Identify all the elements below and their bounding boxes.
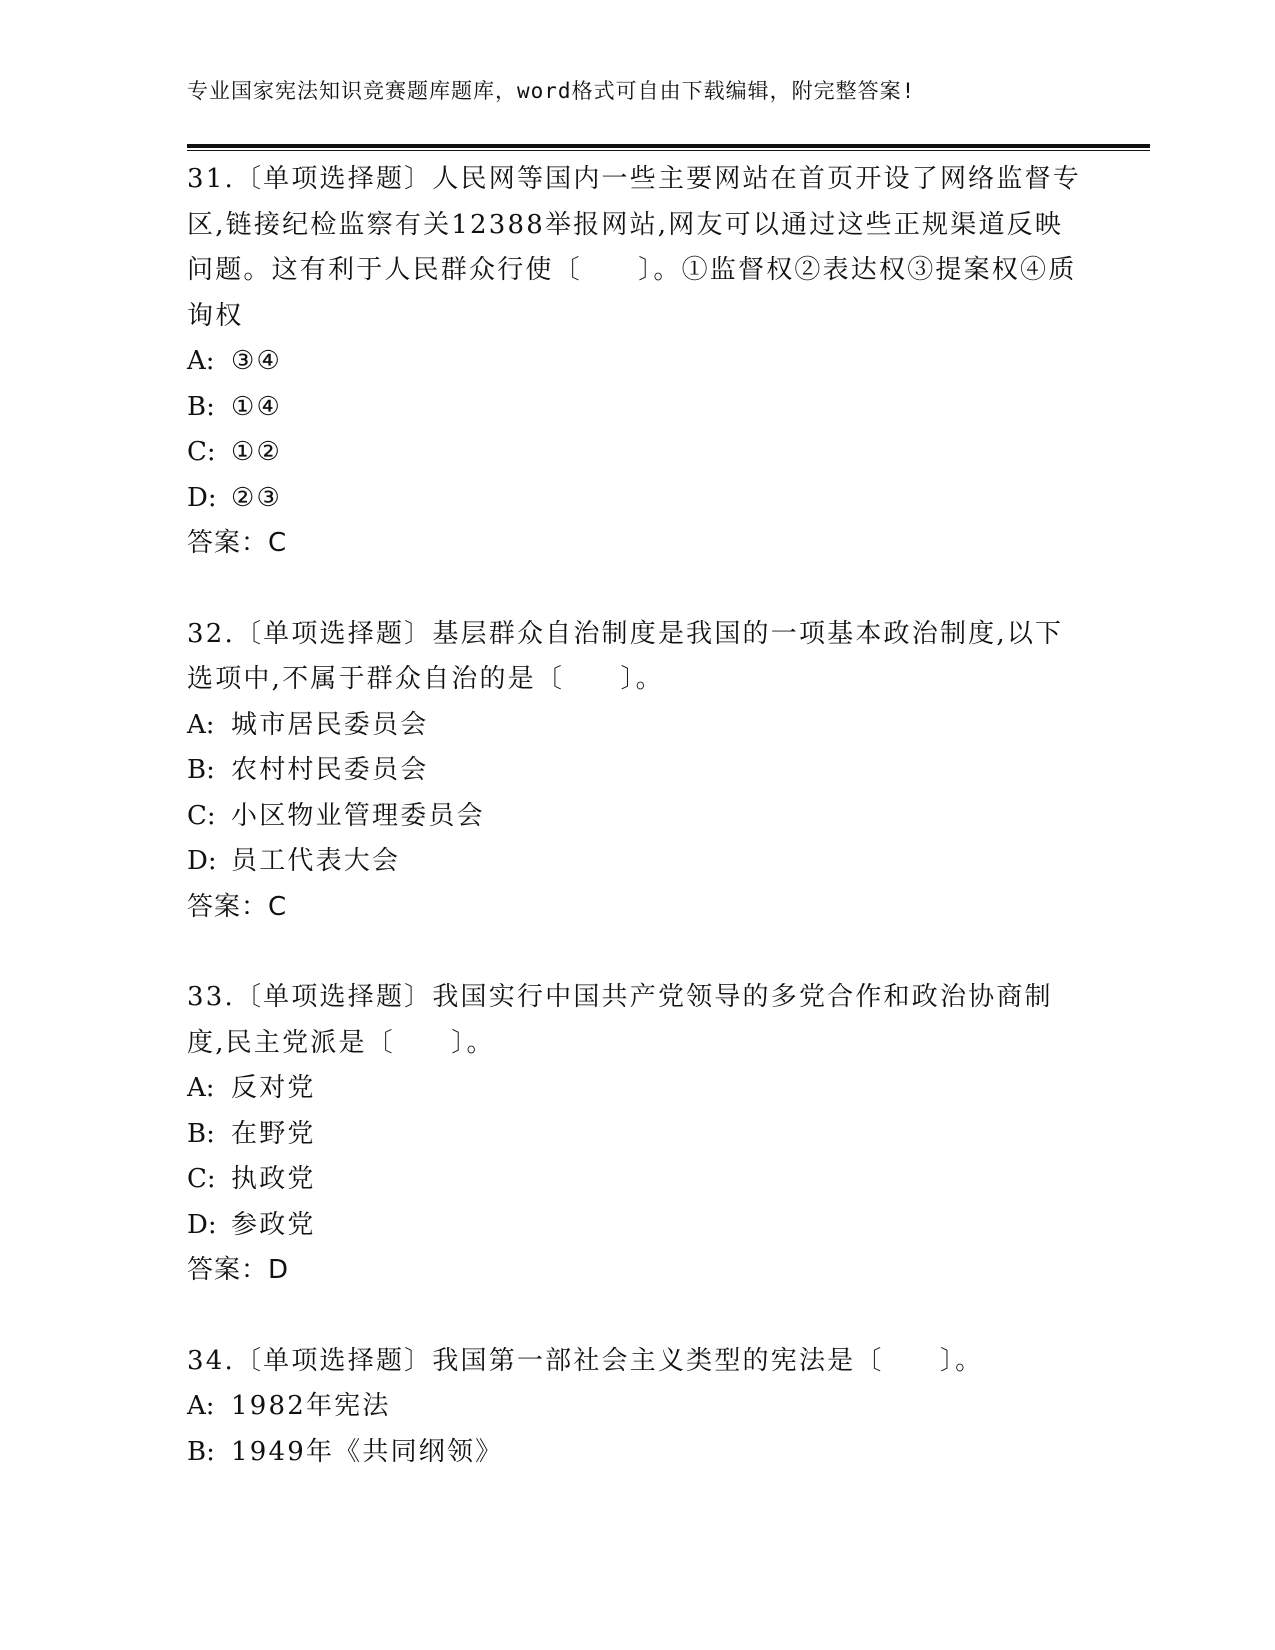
option-text: 城市居民委员会 xyxy=(231,709,429,740)
option-d xyxy=(187,1203,1087,1249)
option-text: ①④ xyxy=(231,391,283,422)
question-stem: 32.〔单项选择题〕基层群众自治制度是我国的一项基本政治制度,以下选项中,不属于群众自治的是〔 〕。 xyxy=(187,618,1064,694)
option-letter: B: xyxy=(187,1118,215,1149)
answer-line: 答案：C xyxy=(187,891,288,922)
option-b xyxy=(187,385,1087,431)
question-32 xyxy=(187,612,1087,931)
option-c xyxy=(187,1157,1087,1203)
answer-line: 答案：C xyxy=(187,528,288,558)
option-letter: A: xyxy=(187,709,215,740)
header-rule-thick xyxy=(187,144,1150,148)
option-text: ②③ xyxy=(231,482,283,513)
option-letter: D: xyxy=(187,1209,217,1240)
option-text: 1949年《共同纲领》 xyxy=(231,1436,504,1467)
option-letter: B: xyxy=(187,755,215,785)
question-stem: 33.〔单项选择题〕我国实行中国共产党领导的多党合作和政治协商制度,民主党派是〔 〕。 xyxy=(187,982,1053,1058)
option-a xyxy=(187,703,1087,749)
option-text: 农村村民委员会 xyxy=(231,755,429,785)
option-b xyxy=(187,1430,1087,1476)
option-text: 在野党 xyxy=(231,1118,316,1149)
option-text: ①② xyxy=(231,437,283,467)
option-text: ③④ xyxy=(231,346,283,376)
option-a xyxy=(187,1384,1087,1430)
option-text: 1982年宪法 xyxy=(231,1391,391,1421)
option-letter: B: xyxy=(187,391,215,422)
question-stem: 34.〔单项选择题〕我国第一部社会主义类型的宪法是〔 〕。 xyxy=(187,1345,984,1376)
option-letter: A: xyxy=(187,346,215,376)
question-31 xyxy=(187,157,1087,567)
option-letter: D: xyxy=(187,482,217,513)
header-rule-thin xyxy=(187,150,1150,151)
option-text: 参政党 xyxy=(231,1209,316,1240)
option-a xyxy=(187,339,1087,385)
option-letter: A: xyxy=(187,1391,215,1421)
option-text: 员工代表大会 xyxy=(231,846,401,876)
option-a xyxy=(187,1066,1087,1112)
option-letter: D: xyxy=(187,846,217,876)
option-c xyxy=(187,794,1087,840)
question-stem: 31.〔单项选择题〕人民网等国内一些主要网站在首页开设了网络监督专区,链接纪检监察有关12388举报网站,网友可以通过这些正规渠道反映问题。这有利于人民群众行使〔 〕。①监督权②表达权③提案权④质询权 xyxy=(187,164,1081,331)
option-text: 反对党 xyxy=(231,1073,316,1103)
option-b xyxy=(187,1112,1087,1158)
option-letter: C: xyxy=(187,437,216,467)
page-header: 专业国家宪法知识竞赛题库题库，word格式可自由下载编辑，附完整答案! xyxy=(187,79,916,103)
question-34 xyxy=(187,1339,1087,1476)
question-list xyxy=(187,157,1087,1520)
option-letter: C: xyxy=(187,1164,216,1194)
question-33 xyxy=(187,975,1087,1294)
option-b xyxy=(187,748,1087,794)
option-letter: C: xyxy=(187,800,216,831)
answer-line: 答案：D xyxy=(187,1255,290,1285)
option-c xyxy=(187,430,1087,476)
option-d xyxy=(187,839,1087,885)
option-text: 执政党 xyxy=(231,1164,316,1194)
option-text: 小区物业管理委员会 xyxy=(231,800,485,831)
option-d xyxy=(187,476,1087,522)
option-letter: A: xyxy=(187,1073,215,1103)
option-letter: B: xyxy=(187,1436,215,1467)
